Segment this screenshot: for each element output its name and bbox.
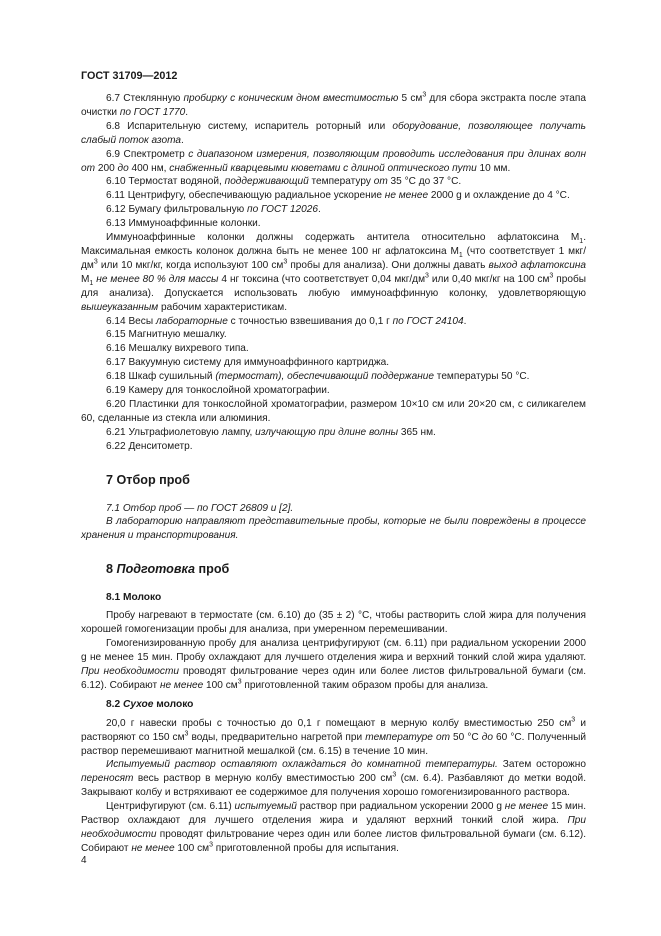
item-6-17: 6.17 Вакуумную систему для иммуноаффинного картриджа. xyxy=(106,357,389,369)
subsection-8-1-title: 8.1 Молоко xyxy=(106,592,162,604)
item-6-22: 6.22 Денситометр. xyxy=(106,440,193,452)
item-7-1: 7.1 Отбор проб — по ГОСТ 26809 и [2]. xyxy=(106,502,294,514)
lab-samples-paragraph: В лабораторию направляют представительные пробы, которые не были повреждены в процессе хранения и транспортирования. xyxy=(81,516,586,542)
milk-centrifuge-paragraph: Гомогенизированную пробу для анализа центрифугируют (см. 6.11) при радиальном ускорении 2000 g не менее 15 мин. Пробу охлаждают для лучшего отделения жира и верхний тонкий слой жира удаляют. При необходимости проводят фильтрование через один или более листов фильтровальной бумаги (см. 6.12). Собирают не менее 100 $см^3$ приготовленной таким образом пробы для анализа. xyxy=(81,638,586,691)
item-6-19: 6.19 Камеру для тонкослойной хроматографии. xyxy=(106,385,330,397)
item-6-20: 6.20 Пластинки для тонкослойной хроматографии, размером 10×10 см или 20×20 см, с силикагелем 60, сделанные из стекла или алюминия. xyxy=(81,398,586,424)
item-6-11: 6.11 Центрифугу, обеспечивающую радиальное ускорение не менее 2000 g и охлаждение до 4 °С. xyxy=(106,190,570,202)
item-6-10: 6.10 Термостат водяной, поддерживающий температуру от 35 °С до 37 °С. xyxy=(106,176,462,188)
section-8-title: 8 Подготовка проб xyxy=(106,562,230,577)
dry-milk-weighing-paragraph: 20,0 г навески пробы с точностью до 0,1 г помещают в мерную колбу вместимостью 250 $см^3$ и растворяют со 150 $см^3$ воды, предварительно нагретой при температуре от 50 °С до 60 °С. Полученный раствор перемешивают магнитной мешалкой (см. 6.15) в течение 10 мин. xyxy=(81,716,587,757)
document-body xyxy=(81,92,586,856)
section-7-title: 7 Отбор проб xyxy=(106,472,190,487)
item-6-15: 6.15 Магнитную мешалку. xyxy=(106,329,227,341)
dry-milk-centrifuge-paragraph: Центрифугируют (см. 6.11) испытуемый раствор при радиальном ускорении 2000 g не менее 15 мин. Раствор охлаждают для лучшего отделения жира и удаляют верхний тонкий слой жира. При необходимости проводят фильтрование через один или более листов фильтровальной бумаги (см. 6.12). Собирают не менее 100 $см^3$ приготовленной пробы для испытания. xyxy=(81,801,586,854)
item-6-8: 6.8 Испарительную систему, испаритель роторный или оборудование, позволяющее получать слабый поток азота. xyxy=(81,120,586,146)
test-solution-paragraph: Испытуемый раствор оставляют охлаждаться до комнатной температуры. Затем осторожно переносят весь раствор в мерную колбу вместимостью 200 $см^3$ (см. 6.4). Разбавляют до метки водой. Закрывают колбу и встряхивают ее содержимое для получения хорошо гомогенизированного раствора. xyxy=(81,759,586,799)
immunoaffinity-paragraph: Иммуноаффинные колонки должны содержать антитела относительно афлатоксина $M_1$. Максимальная емкость колонок должна быть не менее 100 нг афлатоксина $M_1$ (что соответствует 1 мкг/$дм^3$ или 10 мкг/кг, когда используют 100 $см^3$ пробы для анализа). Они должны давать выход афлатоксина $M_1$ не менее 80 % для массы 4 нг токсина (что соответствует 0,04 мкг/$дм^3$ или 0,40 мкг/кг на 100 $см^3$ пробы для анализа). Допускается использовать любую иммуноаффинную колонку, удовлетворяющую вышеуказанным рабочим характеристикам. xyxy=(81,232,586,313)
document-header: ГОСТ 31709—2012 xyxy=(81,70,178,82)
item-6-7: 6.7 Стеклянную пробирку с коническим дном вместимостью 5 $см^3$ для сбора экстракта после этапа очистки по ГОСТ 1770. xyxy=(81,91,586,118)
item-6-12: 6.12 Бумагу фильтровальную по ГОСТ 12026. xyxy=(106,204,321,216)
item-6-18: 6.18 Шкаф сушильный (термостат), обеспечивающий поддержание температуры 50 °С. xyxy=(106,371,530,383)
item-6-21: 6.21 Ультрафиолетовую лампу, излучающую при длине волны 365 нм. xyxy=(106,426,436,438)
subsection-8-2-title: 8.2 Сухое молоко xyxy=(106,698,194,710)
item-6-13: 6.13 Иммуноаффинные колонки. xyxy=(106,218,261,230)
item-6-14: 6.14 Весы лабораторные с точностью взвешивания до 0,1 г по ГОСТ 24104. xyxy=(106,315,467,327)
page-number: 4 xyxy=(81,855,87,866)
milk-heating-paragraph: Пробу нагревают в термостате (см. 6.10) до (35 ± 2) °С, чтобы растворить слой жира для получения хорошей гомогенизации пробы для анализа, при умеренном перемешивании. xyxy=(81,610,586,636)
item-6-9: 6.9 Спектрометр с диапазоном измерения, позволяющим проводить исследования при длинах волн от 200 до 400 нм, снабженный кварцевыми кюветами с длиной оптического пути 10 мм. xyxy=(81,148,587,174)
item-6-16: 6.16 Мешалку вихревого типа. xyxy=(106,343,249,355)
